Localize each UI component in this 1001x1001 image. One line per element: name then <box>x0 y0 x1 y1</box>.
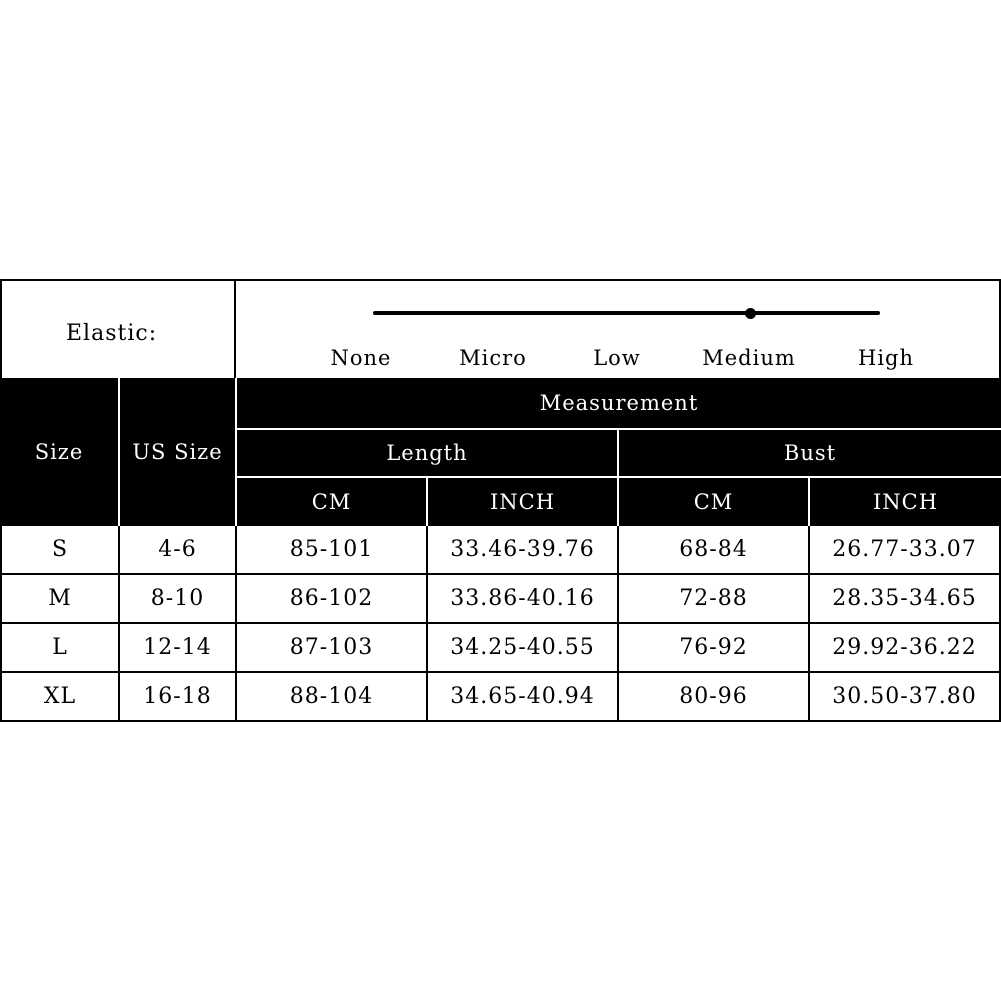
table-row <box>0 673 1001 722</box>
table-row <box>0 526 1001 575</box>
cell-size: M <box>0 575 120 622</box>
cell-bust-cm: 76-92 <box>619 624 810 671</box>
elastic-scale <box>236 281 1001 378</box>
elastic-level-medium: Medium <box>702 346 796 370</box>
cell-us-size: 12-14 <box>120 624 237 671</box>
header-bust-inch: INCH <box>872 490 939 514</box>
elastic-row <box>0 279 1001 378</box>
elastic-label: Elastic: <box>66 321 158 346</box>
cell-length-cm: 85-101 <box>237 526 428 573</box>
header-bust-cm: CM <box>693 490 734 514</box>
elastic-level-none: None <box>330 346 392 370</box>
cell-bust-cm: 72-88 <box>619 575 810 622</box>
header-length-inch: INCH <box>489 490 556 514</box>
elastic-level-high: High <box>858 346 914 370</box>
cell-us-size: 8-10 <box>120 575 237 622</box>
elastic-level-micro: Micro <box>459 346 527 370</box>
cell-bust-inch: 30.50-37.80 <box>810 673 1001 720</box>
table-row <box>0 575 1001 624</box>
cell-bust-inch: 29.92-36.22 <box>810 624 1001 671</box>
cell-length-cm: 88-104 <box>237 673 428 720</box>
header-size: Size <box>34 440 84 464</box>
cell-bust-cm: 80-96 <box>619 673 810 720</box>
cell-length-inch: 33.46-39.76 <box>428 526 619 573</box>
cell-us-size: 16-18 <box>120 673 237 720</box>
elastic-label-cell <box>0 281 236 378</box>
cell-size: XL <box>0 673 120 720</box>
header-length: Length <box>386 441 468 465</box>
cell-bust-cm: 68-84 <box>619 526 810 573</box>
elastic-scale-track <box>373 311 880 315</box>
elastic-level-low: Low <box>593 346 641 370</box>
cell-length-inch: 33.86-40.16 <box>428 575 619 622</box>
cell-size: S <box>0 526 120 573</box>
cell-length-inch: 34.25-40.55 <box>428 624 619 671</box>
table-header <box>0 378 1001 526</box>
table-row <box>0 624 1001 673</box>
cell-length-cm: 86-102 <box>237 575 428 622</box>
elastic-scale-marker <box>745 308 756 319</box>
header-measurement: Measurement <box>539 391 699 415</box>
header-bust: Bust <box>783 441 837 465</box>
header-length-cm: CM <box>311 490 352 514</box>
cell-length-inch: 34.65-40.94 <box>428 673 619 720</box>
cell-bust-inch: 28.35-34.65 <box>810 575 1001 622</box>
size-chart <box>0 279 1001 721</box>
cell-us-size: 4-6 <box>120 526 237 573</box>
cell-size: L <box>0 624 120 671</box>
cell-bust-inch: 26.77-33.07 <box>810 526 1001 573</box>
header-us-size: US Size <box>132 440 223 464</box>
cell-length-cm: 87-103 <box>237 624 428 671</box>
